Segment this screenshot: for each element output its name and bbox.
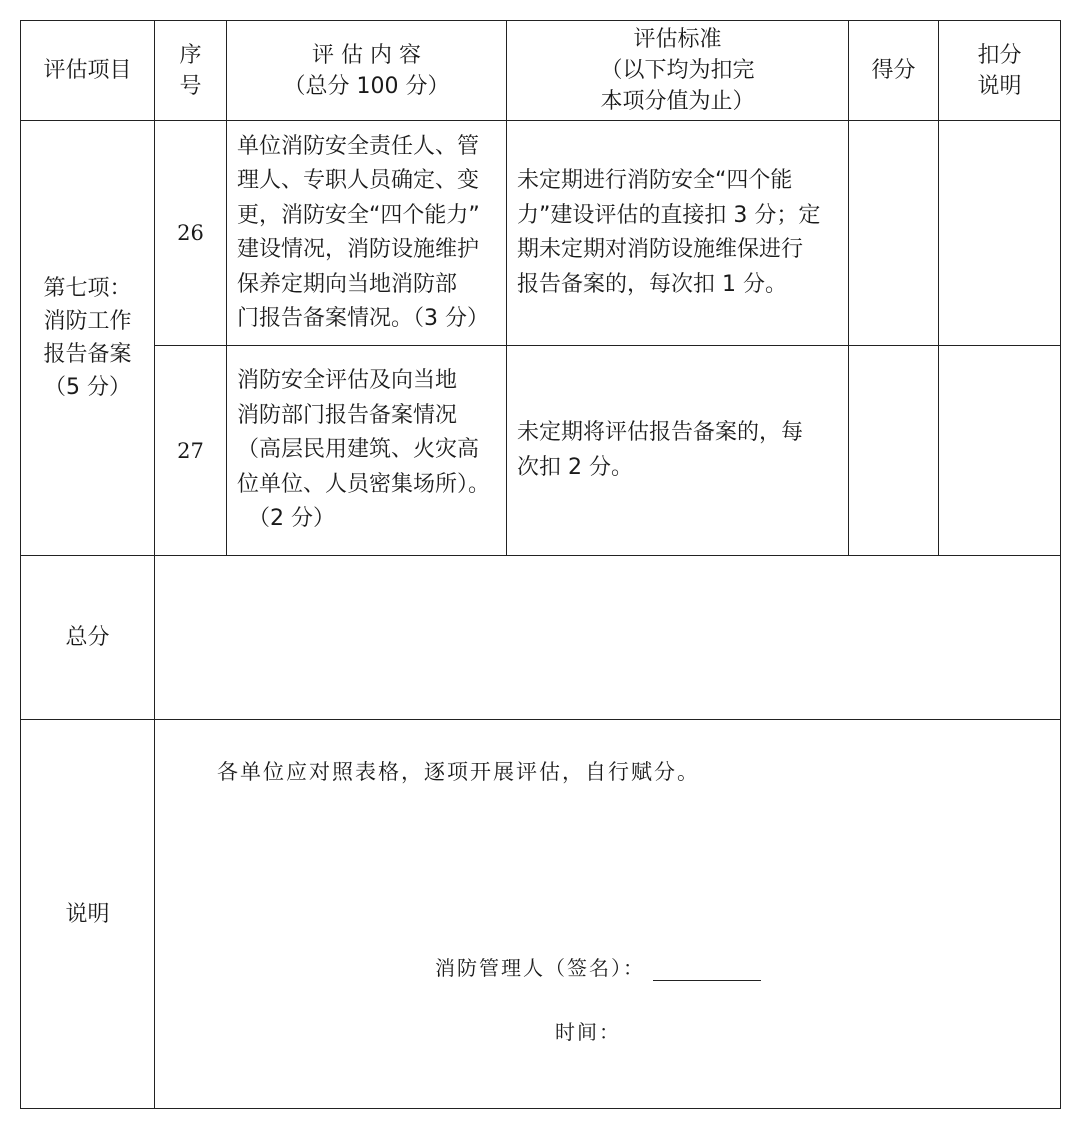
total-value-cell[interactable]	[155, 556, 1061, 720]
row-seq: 27	[155, 346, 227, 556]
deduction-cell[interactable]	[939, 346, 1061, 556]
row-content: 消防安全评估及向当地 消防部门报告备案情况 （高层民用建筑、火灾高 位单位、人员密集场所）。 （2 分）	[227, 346, 507, 556]
header-seq: 序 号	[155, 21, 227, 121]
score-cell[interactable]	[849, 346, 939, 556]
deduction-cell[interactable]	[939, 121, 1061, 346]
header-score: 得分	[849, 21, 939, 121]
explanation-cell	[155, 720, 1061, 1109]
score-cell[interactable]	[849, 121, 939, 346]
signature-field	[435, 952, 761, 981]
section-label: 第七项： 消防工作 报告备案 （5 分）	[21, 121, 155, 556]
total-label: 总分	[21, 556, 155, 720]
signature-line[interactable]	[653, 956, 761, 981]
explanation-note: 各单位应对照表格，逐项开展评估，自行赋分。	[217, 760, 700, 784]
table-row	[21, 346, 1061, 556]
row-standard: 未定期将评估报告备案的，每 次扣 2 分。	[507, 346, 849, 556]
row-seq: 26	[155, 121, 227, 346]
header-deduction: 扣分 说明	[939, 21, 1061, 121]
explanation-label: 说明	[21, 720, 155, 1109]
row-content: 单位消防安全责任人、管 理人、专职人员确定、变 更，消防安全“四个能力” 建设情况，消防设施维护 保养定期向当地消防部 门报告备案情况。（3 分）	[227, 121, 507, 346]
total-row	[21, 556, 1061, 720]
header-row	[21, 21, 1061, 121]
header-project: 评估项目	[21, 21, 155, 121]
row-standard: 未定期进行消防安全“四个能 力”建设评估的直接扣 3 分；定 期未定期对消防设施维保进行 报告备案的，每次扣 1 分。	[507, 121, 849, 346]
header-standard: 评估标准 （以下均为扣完 本项分值为止）	[507, 21, 849, 121]
signature-label: 消防管理人（签名）：	[435, 956, 645, 980]
evaluation-table	[20, 20, 1061, 1109]
header-content: 评 估 内 容 （总分 100 分）	[227, 21, 507, 121]
table-row	[21, 121, 1061, 346]
explanation-row	[21, 720, 1061, 1109]
time-label: 时间：	[555, 1020, 621, 1044]
